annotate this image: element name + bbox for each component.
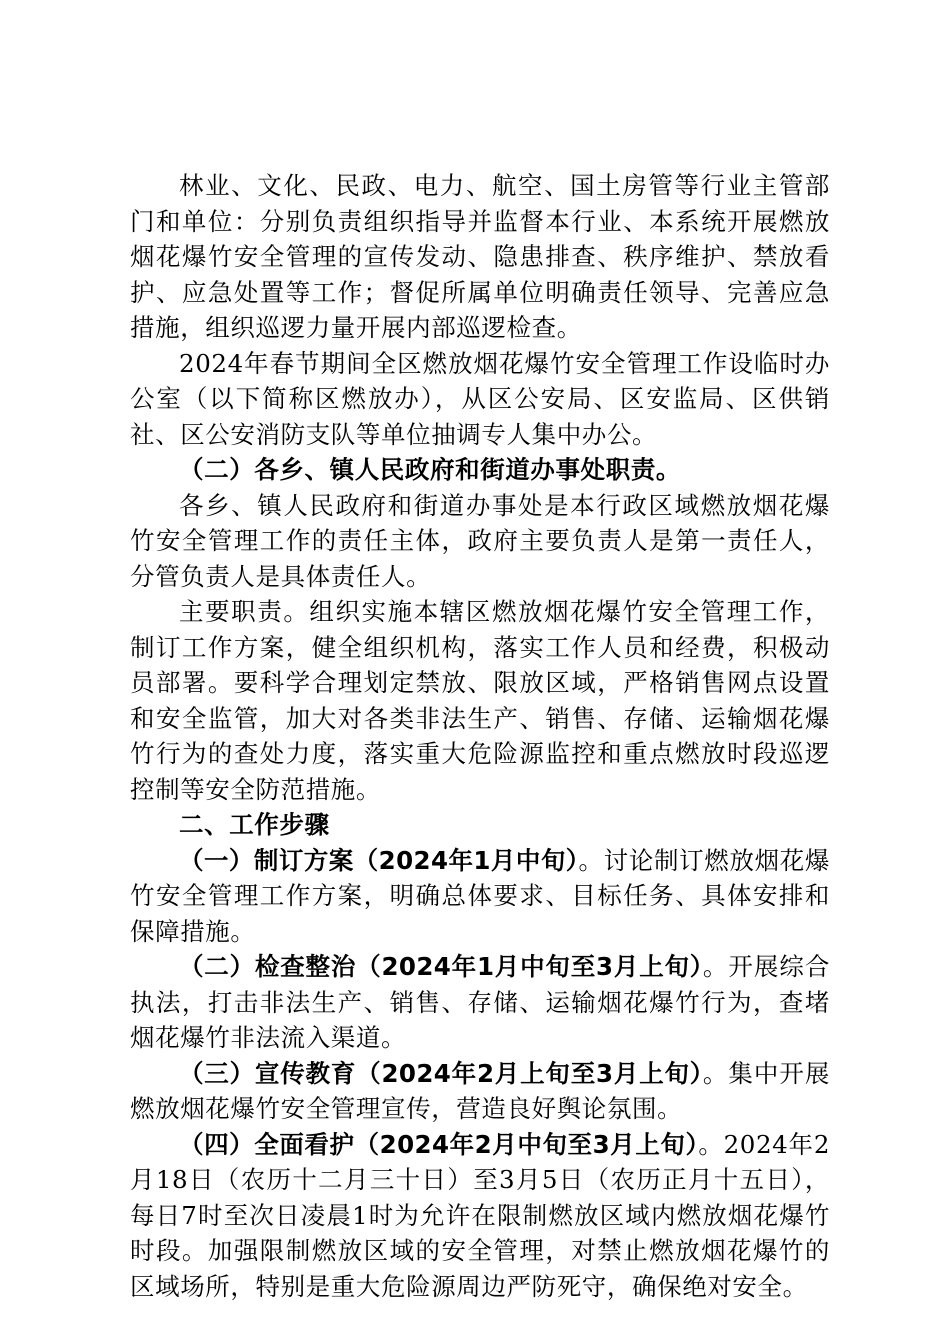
step-3-heading: （三）宣传教育（2024年2月上旬至3月上旬）	[179, 1058, 703, 1088]
paragraph-responsibility-subject: 各乡、镇人民政府和街道办事处是本行政区域燃放烟花爆竹安全管理工作的责任主体，政府主要负责人是第一责任人，分管负责人是具体责任人。	[130, 490, 830, 591]
step-4-heading: （四）全面看护（2024年2月中旬至3月上旬）	[179, 1129, 699, 1159]
heading-town-duties: （二）各乡、镇人民政府和街道办事处职责。	[179, 455, 681, 484]
paragraph-step-1	[130, 843, 830, 950]
step-3-body: 。集中开展燃放烟花爆竹安全管理宣传，营造良好舆论氛围。	[130, 1058, 831, 1123]
step-1-body: 。讨论制订燃放烟花爆竹安全管理工作方案，明确总体要求、目标任务、具体安排和保障措施。	[130, 845, 831, 946]
paragraph-step-2	[130, 949, 830, 1056]
paragraph-step-4	[130, 1127, 830, 1305]
paragraph-temp-office: 2024年春节期间全区燃放烟花爆竹安全管理工作设临时办公室（以下简称区燃放办），从区公安局、区安监局、区供销社、区公安消防支队等单位抽调专人集中办公。	[130, 348, 830, 449]
step-1-heading: （一）制订方案（2024年1月中旬）	[179, 845, 579, 875]
paragraph-main-duties: 主要职责。组织实施本辖区燃放烟花爆竹安全管理工作，制订工作方案，健全组织机构，落实工作人员和经费，积极动员部署。要科学合理划定禁放、限放区域，严格销售网点设置和安全监管，加大对各类非法生产、销售、存储、运输烟花爆竹行为的查处力度，落实重大危险源监控和重点燃放时段巡逻控制等安全防范措施。	[130, 597, 830, 804]
heading-work-steps: 二、工作步骤	[179, 810, 330, 839]
paragraph-industry-duties: 林业、文化、民政、电力、航空、国土房管等行业主管部门和单位：分别负责组织指导并监督本行业、本系统开展燃放烟花爆竹安全管理的宣传发动、隐患排查、秩序维护、禁放看护、应急处置等工作；督促所属单位明确责任领导、完善应急措施，组织巡逻力量开展内部巡逻检查。	[130, 171, 830, 342]
step-2-heading: （二）检查整治（2024年1月中旬至3月上旬）	[179, 952, 703, 981]
step-4-body: 。2024年2月18日（农历十二月三十日）至3月5日（农历正月十五日），每日7时至次日凌晨1时为允许在限制燃放区域内燃放烟花爆竹时段。加强限制燃放区域的安全管理，对禁止燃放烟花爆竹的区域场所，特别是重大危险源周边严防死守，确保绝对安全。	[130, 1129, 831, 1301]
paragraph-step-3	[130, 1056, 830, 1127]
step-2-body: 。开展综合执法，打击非法生产、销售、存储、运输烟花爆竹行为，查堵烟花爆竹非法流入渠道。	[130, 952, 831, 1052]
document-body	[130, 168, 830, 1304]
